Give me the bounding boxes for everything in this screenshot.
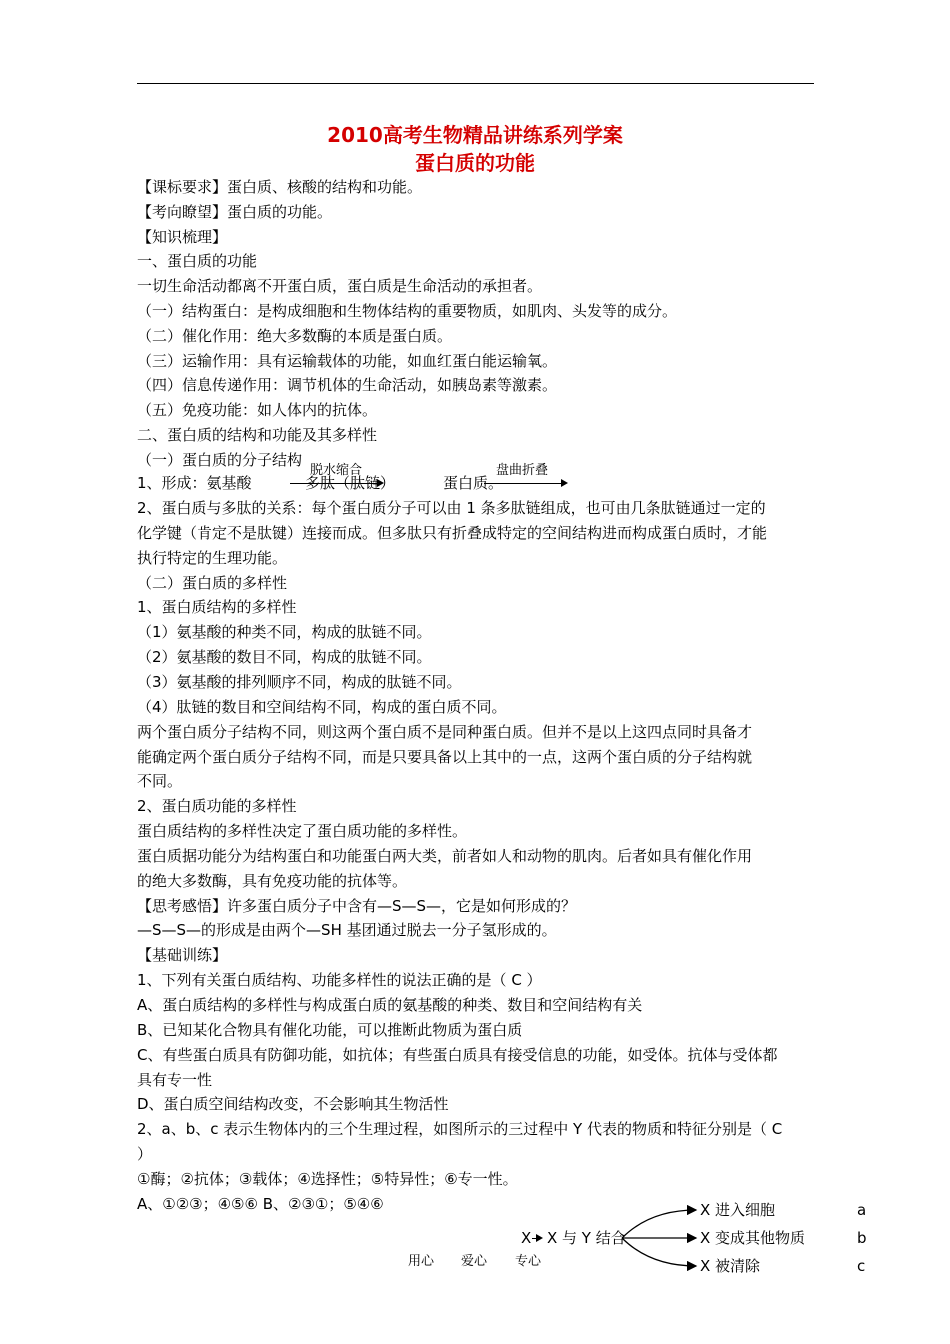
text-line: 二、蛋白质的结构和功能及其多样性 (137, 426, 378, 444)
text-line: 能确定两个蛋白质分子结构不同，而是只要具备以上其中的一点，这两个蛋白质的分子结构就 (137, 747, 753, 766)
formation-middle: 多肽（肽链） (305, 474, 396, 492)
branch-b-text: X 变成其他物质 (700, 1229, 806, 1247)
text-line: （4）肽链的数目和空间结构不同，构成的蛋白质不同。 (137, 697, 507, 716)
text-line: （1）氨基酸的种类不同，构成的肽链不同。 (137, 623, 432, 642)
formation-end: 蛋白质。 (443, 474, 504, 492)
text-line: 的绝大多数酶，具有免疫功能的抗体等。 (137, 871, 408, 890)
text-line: （二）蛋白质的多样性 (137, 573, 288, 592)
text-line: （五）免疫功能：如人体内的抗体。 (137, 401, 378, 420)
formation-prefix: 1、形成：氨基酸 (137, 474, 252, 492)
text-line: A、①②③；④⑤⑥ B、②③①；⑤④⑥ (137, 1194, 384, 1213)
text-line: 蛋白质结构的多样性决定了蛋白质功能的多样性。 (137, 822, 468, 841)
text-line: （一）结构蛋白：是构成细胞和生物体结构的重要物质，如肌肉、头发等的成分。 (137, 302, 678, 320)
diagram-source: X 与 Y 结合 (547, 1229, 626, 1247)
text-line: 1、下列有关蛋白质结构、功能多样性的说法正确的是（ C ） (137, 971, 542, 990)
text-line: 【思考感悟】许多蛋白质分子中含有—S—S—，它是如何形成的？ (137, 896, 577, 915)
text-line: 不同。 (137, 772, 183, 791)
branch-b-label: b (857, 1229, 867, 1247)
text-line: ①酶；②抗体；③载体；④选择性；⑤特异性；⑥专一性。 (137, 1169, 518, 1188)
branch-a-text: X 进入细胞 (700, 1201, 776, 1219)
text-line: （四）信息传递作用：调节机体的生命活动，如胰岛素等激素。 (137, 376, 558, 395)
title-line-1: 2010高考生物精品讲练系列学案 (327, 123, 623, 147)
branch-c-label: c (857, 1257, 866, 1275)
text-line: 一切生命活动都离不开蛋白质，蛋白质是生命活动的承担者。 (137, 277, 543, 296)
branch-arrows-icon (620, 1200, 700, 1280)
text-line: ） (137, 1145, 153, 1164)
branch-a-label: a (857, 1201, 867, 1219)
text-line: 具有专一性 (137, 1070, 213, 1089)
diagram-source-x: X (521, 1229, 532, 1247)
text-line: 【课标要求】蛋白质、核酸的结构和功能。 (137, 178, 423, 196)
footer-word-3: 专心 (515, 1254, 542, 1269)
text-line: 1、蛋白质结构的多样性 (137, 598, 297, 617)
text-line: （2）氨基酸的数目不同，构成的肽链不同。 (137, 648, 432, 667)
text-line: D、蛋白质空间结构改变，不会影响其生物活性 (137, 1095, 449, 1114)
text-line: B、已知某化合物具有催化功能，可以推断此物质为蛋白质 (137, 1020, 523, 1039)
branch-c-text: X 被清除 (700, 1257, 761, 1275)
text-line: （二）催化作用：绝大多数酶的本质是蛋白质。 (137, 326, 453, 345)
text-line: 2、蛋白质功能的多样性 (137, 797, 297, 816)
text-line: 执行特定的生理功能。 (137, 548, 288, 567)
header-rule (137, 83, 814, 84)
text-line: A、蛋白质结构的多样性与构成蛋白质的氨基酸的种类、数目和空间结构有关 (137, 996, 643, 1014)
text-line: 两个蛋白质分子结构不同，则这两个蛋白质不是同种蛋白质。但并不是以上这四点同时具备才 (137, 722, 753, 741)
text-line: 蛋白质据功能分为结构蛋白和功能蛋白两大类，前者如人和动物的肌肉。后者如具有催化作用 (137, 846, 753, 865)
text-line: 【知识梳理】 (137, 227, 228, 246)
text-line: C、有些蛋白质具有防御功能，如抗体；有些蛋白质具有接受信息的功能，如受体。抗体与受体都 (137, 1045, 778, 1064)
arrow-label-dehydration: 脱水缩合 (310, 463, 363, 478)
title-line-2: 蛋白质的功能 (415, 151, 535, 175)
footer-word-2: 爱心 (461, 1254, 488, 1269)
text-line: （3）氨基酸的排列顺序不同，构成的肽链不同。 (137, 672, 462, 691)
footer-word-1: 用心 (408, 1254, 435, 1269)
text-line: 2、a、b、c 表示生物体内的三个生理过程，如图所示的三过程中 Y 代表的物质和特征分别是（ C (137, 1120, 783, 1139)
arrow-right-icon (532, 1238, 541, 1239)
text-line: （三）运输作用：具有运输载体的功能，如血红蛋白能运输氧。 (137, 351, 558, 370)
text-line: 【考向瞭望】蛋白质的功能。 (137, 202, 333, 221)
text-line: 一、蛋白质的功能 (137, 252, 258, 271)
text-line: （一）蛋白质的分子结构 (137, 450, 303, 469)
text-line: 化学键（肯定不是肽键）连接而成。但多肽只有折叠成特定的空间结构进而构成蛋白质时，才能 (137, 523, 768, 542)
text-line: 【基础训练】 (137, 946, 228, 965)
text-line: —S—S—的形成是由两个—SH 基团通过脱去一分子氢形成的。 (137, 921, 557, 940)
arrow-label-folding: 盘曲折叠 (496, 463, 549, 478)
text-line: 2、蛋白质与多肽的关系：每个蛋白质分子可以由 1 条多肽链组成，也可由几条肽链通过一定的 (137, 499, 766, 517)
